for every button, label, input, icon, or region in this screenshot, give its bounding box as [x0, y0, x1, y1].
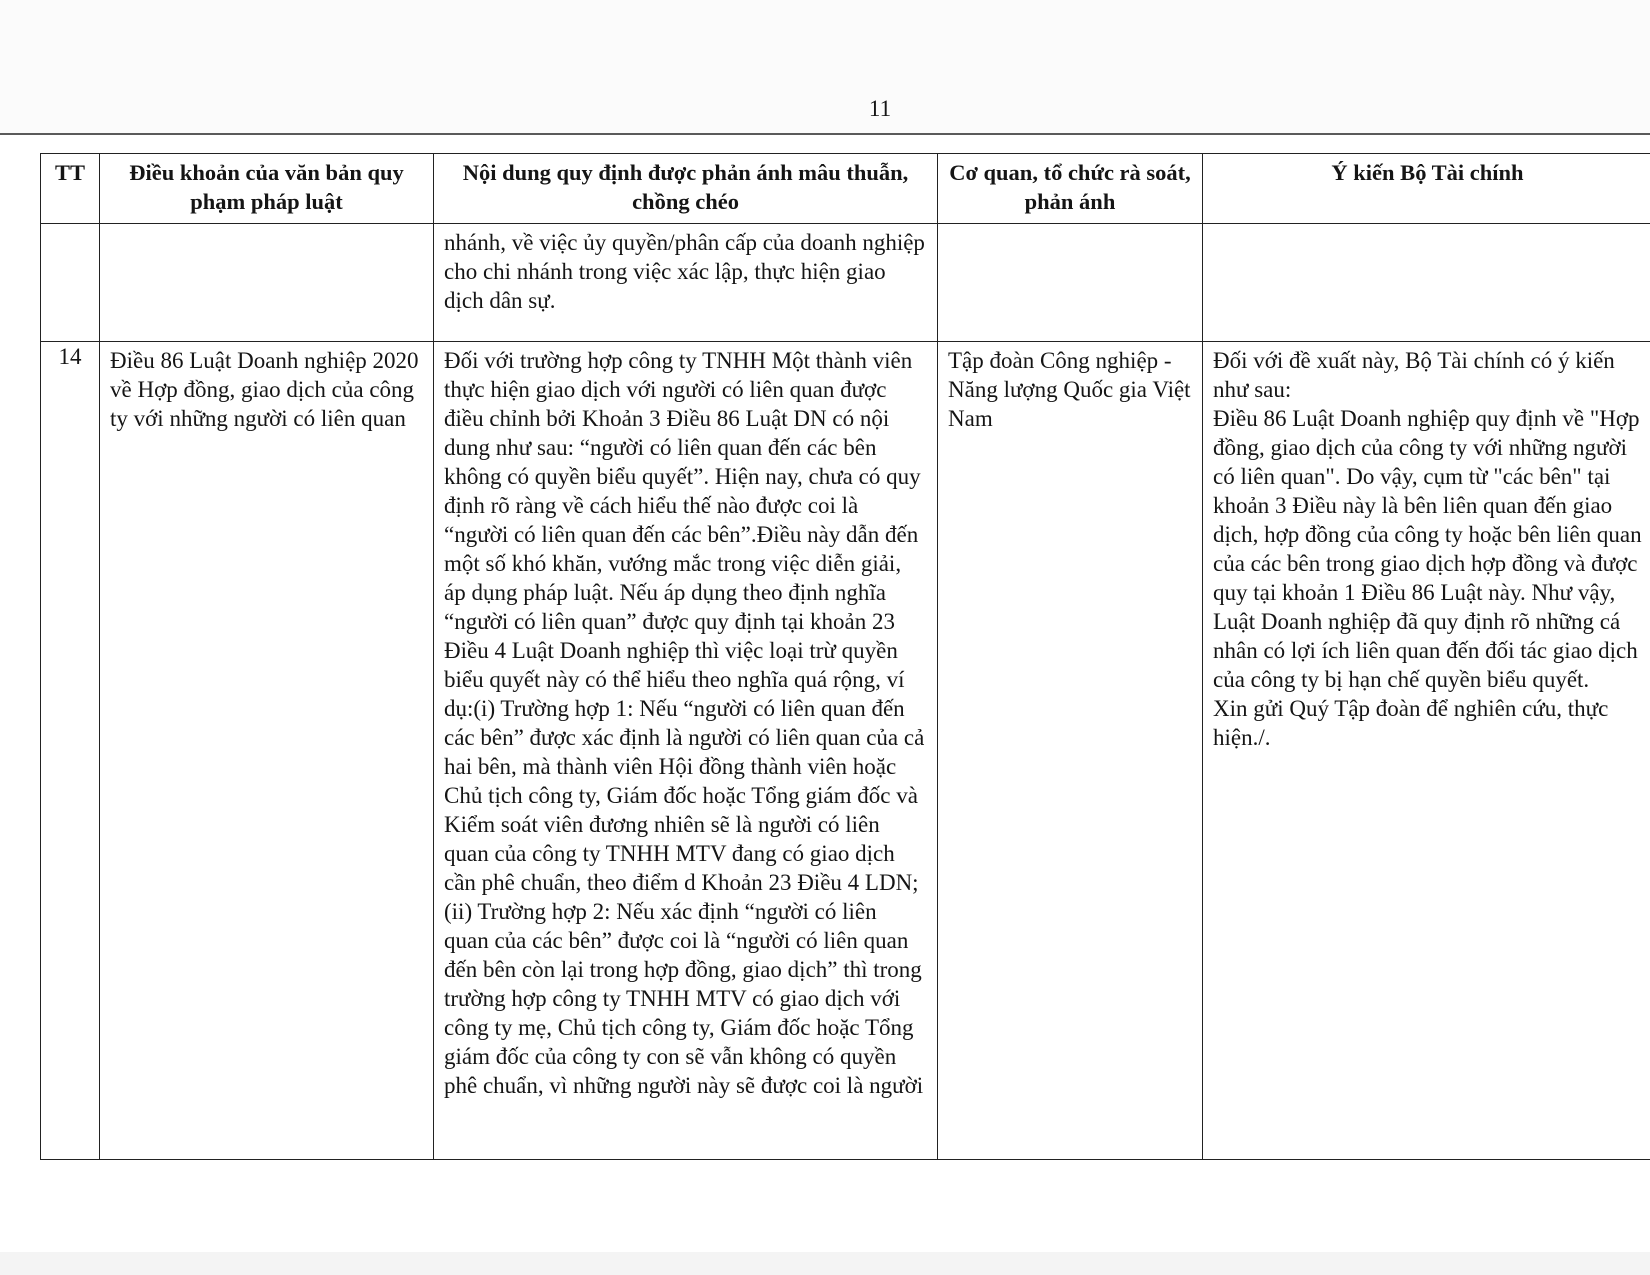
cell-agency: Tập đoàn Công nghiệp - Năng lượng Quốc gia Việt Nam — [938, 342, 1203, 1160]
table-row — [41, 224, 1650, 342]
cell-tt — [41, 224, 100, 342]
page-number: 11 — [868, 96, 892, 121]
cell-tt: 14 — [41, 342, 100, 1160]
scan-margin-top — [0, 0, 1650, 134]
header-agency: Cơ quan, tổ chức rà soát, phản ánh — [938, 154, 1203, 224]
cell-content: nhánh, về việc ủy quyền/phân cấp của doanh nghiệp cho chi nhánh trong việc xác lập, thực hiện giao dịch dân sự. — [434, 224, 938, 342]
header-article: Điều khoản của văn bản quy phạm pháp luật — [100, 154, 434, 224]
review-table — [40, 153, 1650, 1160]
cell-content: Đối với trường hợp công ty TNHH Một thành viên thực hiện giao dịch với người có liên quan được điều chỉnh bởi Khoản 3 Điều 86 Luật DN có nội dung như sau: “người có liên quan đến các bên không có quyền biểu quyết”. Hiện nay, chưa có quy định rõ ràng về cách hiểu thế nào được coi là “người có liên quan đến các bên”.Điều này dẫn đến một số khó khăn, vướng mắc trong việc diễn giải, áp dụng pháp luật. Nếu áp dụng theo định nghĩa “người có liên quan” được quy định tại khoản 23 Điều 4 Luật Doanh nghiệp thì việc loại trừ quyền biểu quyết này có thể hiểu theo nghĩa quá rộng, ví dụ:(i) Trường hợp 1: Nếu “người có liên quan đến các bên” được xác định là người có liên quan của cả hai bên, mà thành viên Hội đồng thành viên hoặc Chủ tịch công ty, Giám đốc hoặc Tổng giám đốc và Kiểm soát viên đương nhiên sẽ là người có liên quan của công ty TNHH MTV đang có giao dịch cần phê chuẩn, theo điểm d Khoản 23 Điều 4 LDN;(ii) Trường hợp 2: Nếu xác định “người có liên quan của các bên” được coi là “người có liên quan đến bên còn lại trong hợp đồng, giao dịch” thì trong trường hợp công ty TNHH MTV có giao dịch với công ty mẹ, Chủ tịch công ty, Giám đốc hoặc Tổng giám đốc của công ty con sẽ vẫn không có quyền phê chuẩn, vì những người này sẽ được coi là người — [434, 342, 938, 1160]
opinion-paragraph: Điều 86 Luật Doanh nghiệp quy định về "Hợp đồng, giao dịch của công ty với những người có liên quan". Do vậy, cụm từ "các bên" tại khoản 3 Điều này là bên liên quan đến giao dịch, hợp đồng của công ty hoặc bên liên quan của các bên trong giao dịch hợp đồng và được quy tại khoản 1 Điều 86 Luật này. Như vậy, Luật Doanh nghiệp đã quy định rõ những cá nhân có lợi ích liên quan đến đối tác giao dịch của công ty bị hạn chế quyền biểu quyết. — [1213, 406, 1642, 692]
opinion-paragraph: Đối với đề xuất này, Bộ Tài chính có ý kiến như sau: — [1213, 348, 1615, 402]
header-opinion: Ý kiến Bộ Tài chính — [1203, 154, 1650, 224]
scan-edge-line — [0, 133, 1650, 135]
cell-article — [100, 224, 434, 342]
cell-opinion — [1203, 224, 1650, 342]
header-content: Nội dung quy định được phản ánh mâu thuẫn, chồng chéo — [434, 154, 938, 224]
table-row — [41, 342, 1650, 1160]
opinion-paragraph: Xin gửi Quý Tập đoàn để nghiên cứu, thực hiện./. — [1213, 696, 1609, 750]
header-tt: TT — [41, 154, 100, 224]
scan-margin-bottom — [0, 1252, 1650, 1275]
table-header-row — [41, 154, 1650, 224]
cell-opinion — [1203, 342, 1650, 1160]
cell-article: Điều 86 Luật Doanh nghiệp 2020 về Hợp đồng, giao dịch của công ty với những người có liên quan — [100, 342, 434, 1160]
cell-agency — [938, 224, 1203, 342]
